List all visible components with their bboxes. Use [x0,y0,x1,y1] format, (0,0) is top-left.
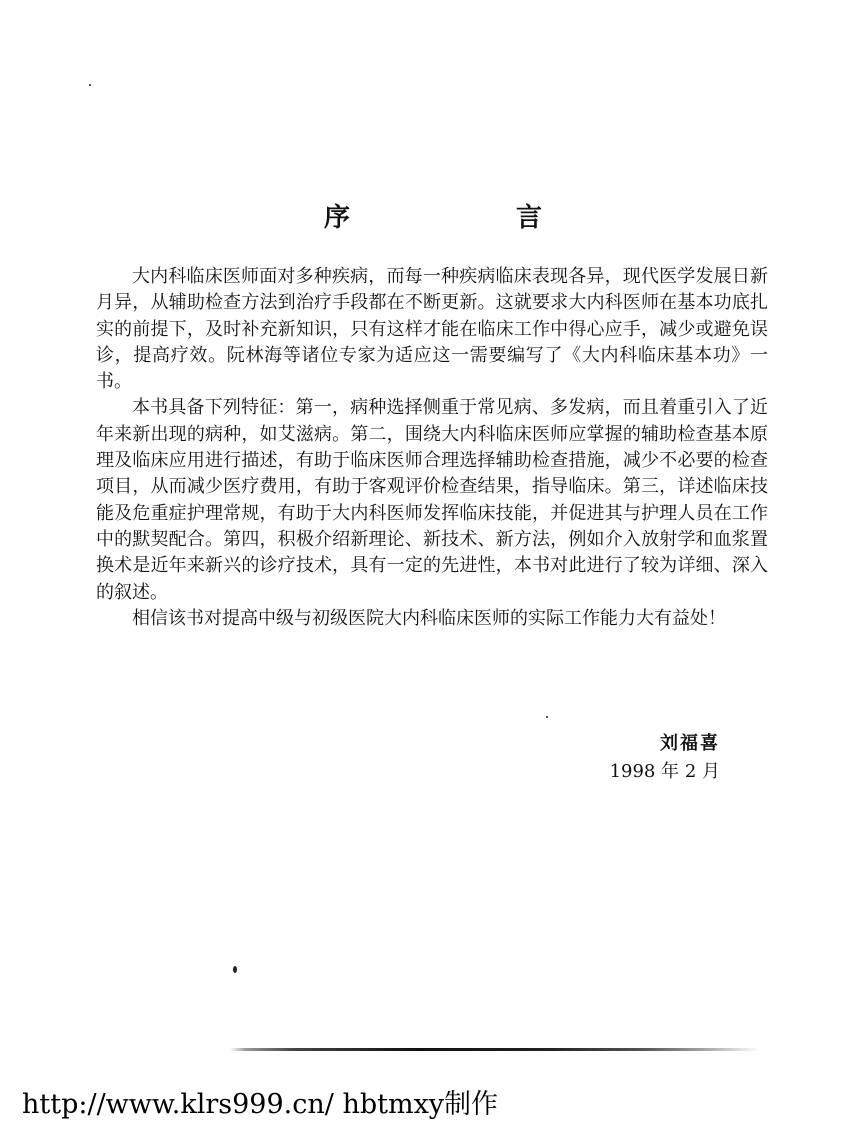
scan-speck [233,966,237,973]
bottom-rule [230,1048,760,1051]
preface-date: 1998 年 2 月 [609,761,720,782]
preface-body [96,264,768,632]
page-title: 序 言 [323,203,612,233]
scan-speck [89,84,91,86]
preface-paragraph-2: 本书具备下列特征：第一，病种选择侧重于常见病、多发病，而且着重引入了近年来新出现的病种，如艾滋病。第二，围绕大内科临床医师应掌握的辅助检查基本原理及临床应用进行描述，有助于临床医师合理选择辅助检查措施，减少不必要的检查项目，从而减少医疗费用，有助于客观评价检查结果，指导临床。第三，详述临床技能及危重症护理常规，有助于大内科医师发挥临床技能，并促进其与护理人员在工作中的默契配合。第四，积极介绍新理论、新技术、新方法，例如介入放射学和血浆置换术是近年来新兴的诊疗技术，具有一定的先进性，本书对此进行了较为详细、深入的叙述。 [96,397,768,603]
author-signature: 刘福喜 [660,733,720,754]
preface-paragraph-3: 相信该书对提高中级与初级医院大内科临床医师的实际工作能力大有益处！ [132,607,726,629]
scan-speck [546,716,548,718]
footer-watermark: http://www.klrs999.cn/ hbtmxy制作 [22,1089,499,1120]
preface-paragraph-1: 大内科临床医师面对多种疾病，而每一种疾病临床表现各异，现代医学发展日新月异，从辅助检查方法到治疗手段都在不断更新。这就要求大内科医师在基本功底扎实的前提下，及时补充新知识，只有这样才能在临床工作中得心应手，减少或避免误诊，提高疗效。阮林海等诸位专家为适应这一需要编写了《大内科临床基本功》一书。 [96,266,768,393]
